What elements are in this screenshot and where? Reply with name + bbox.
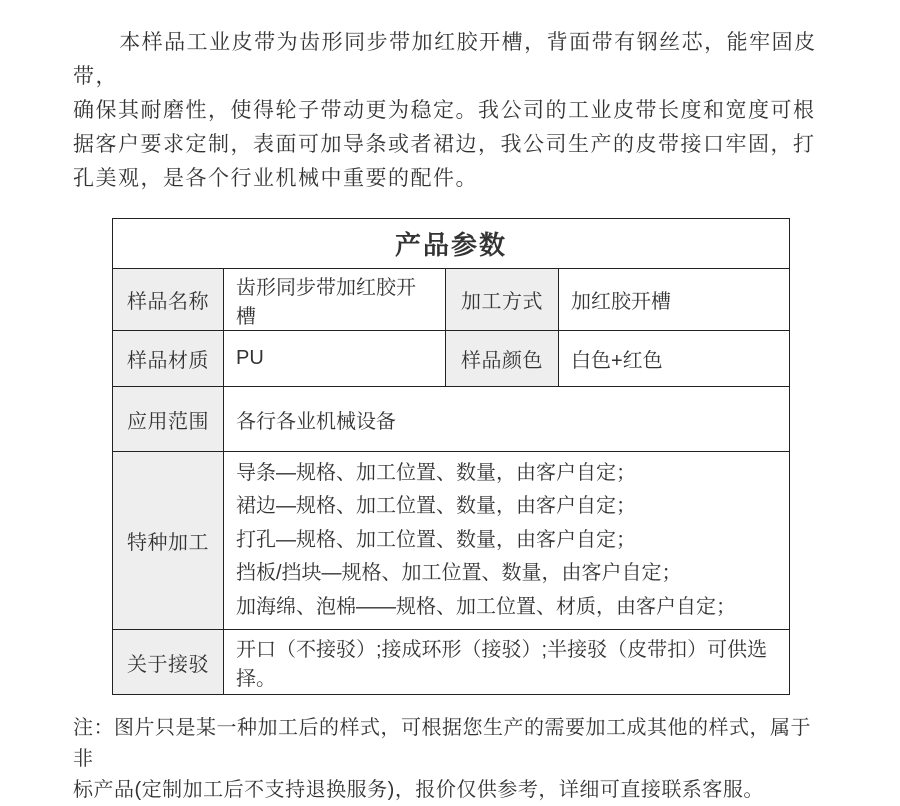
intro-line: 本样品工业皮带为齿形同步带加红胶开槽，背面带有钢丝芯，能牢固皮带，	[73, 31, 817, 88]
label-joint: 关于接驳	[113, 630, 224, 695]
table-title-row	[113, 219, 790, 269]
special-processing-line: 导条—规格、加工位置、数量，由客户自定；	[236, 461, 636, 484]
intro-line: 孔美观，是各个行业机械中重要的配件。	[73, 167, 478, 190]
product-parameters-table	[112, 218, 790, 695]
value-special-processing	[224, 452, 790, 630]
label-application: 应用范围	[113, 387, 224, 452]
value-sample-color: 白色+红色	[559, 331, 790, 387]
special-processing-line: 打孔—规格、加工位置、数量，由客户自定；	[236, 528, 636, 551]
value-sample-name: 齿形同步带加红胶开槽	[224, 269, 446, 331]
intro-paragraph	[73, 26, 827, 196]
value-process-method: 加红胶开槽	[559, 269, 790, 331]
label-process-method: 加工方式	[446, 269, 559, 331]
special-processing-line: 裙边—规格、加工位置、数量，由客户自定；	[236, 495, 636, 518]
value-joint: 开口（不接驳）;接成环形（接驳）;半接驳（皮带扣）可供选择。	[224, 630, 790, 695]
footer-note-line: 标产品(定制加工后不支持退换服务)，报价仅供参考，详细可直接联系客服。	[73, 779, 764, 801]
table-title: 产品参数	[113, 219, 790, 269]
table-row	[113, 387, 790, 452]
table-row	[113, 269, 790, 331]
footer-note-line: 注：图片只是某一种加工后的样式，可根据您生产的需要加工成其他的样式，属于非	[73, 717, 811, 770]
label-sample-color: 样品颜色	[446, 331, 559, 387]
label-special-processing: 特种加工	[113, 452, 224, 630]
value-sample-material: PU	[224, 331, 446, 387]
special-processing-line: 挡板/挡块—规格、加工位置、数量，由客户自定；	[236, 562, 682, 585]
table-row	[113, 630, 790, 695]
table-row	[113, 452, 790, 630]
intro-line: 据客户要求定制，表面可加导条或者裙边，我公司生产的皮带接口牢固，打	[73, 133, 816, 156]
label-sample-material: 样品材质	[113, 331, 224, 387]
value-application: 各行各业机械设备	[224, 387, 790, 452]
footer-note	[73, 713, 827, 806]
label-sample-name: 样品名称	[113, 269, 224, 331]
table-row	[113, 331, 790, 387]
intro-line: 确保其耐磨性，使得轮子带动更为稳定。我公司的工业皮带长度和宽度可根	[73, 99, 816, 122]
special-processing-line: 加海绵、泡棉——规格、加工位置、材质，由客户自定；	[236, 595, 736, 618]
